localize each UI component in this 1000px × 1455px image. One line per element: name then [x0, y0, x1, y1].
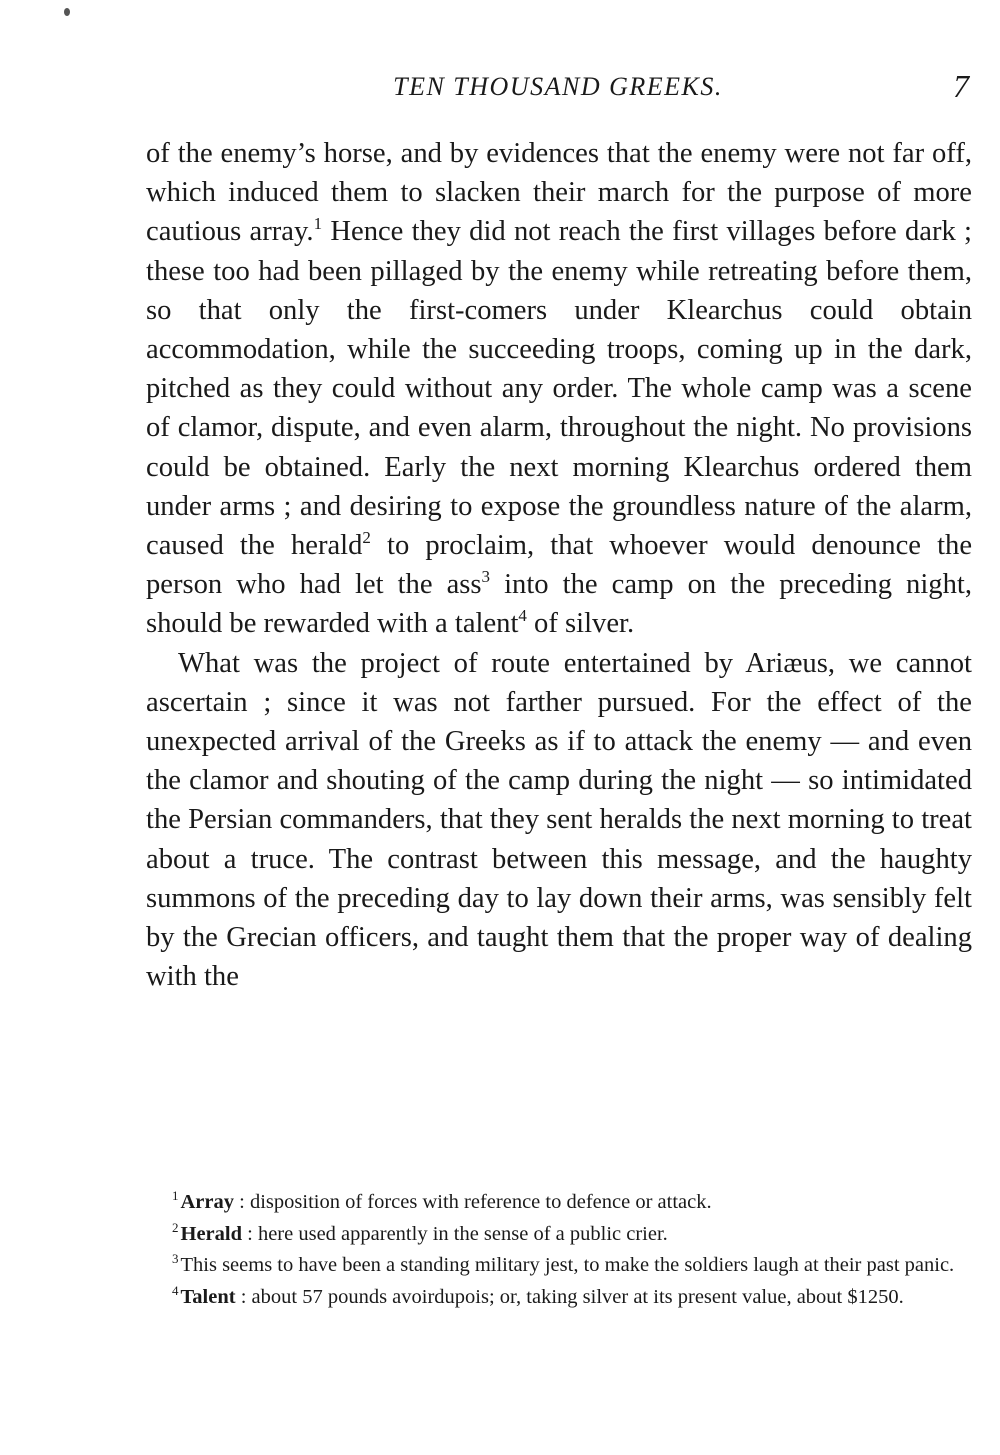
footnote-term: Herald — [180, 1222, 242, 1245]
footnote-text: here used apparently in the sense of a public crier. — [257, 1222, 668, 1245]
footnote-2 — [146, 1220, 970, 1249]
paragraph-1-text-a: of the enemy’s horse, and by evidences that the enemy were not far off, which induced them to slacken their march for the purpose of more cautious array. — [146, 138, 972, 248]
footnote-ref-1: 1 — [313, 214, 323, 234]
footnote-text: disposition of forces with reference to defence or attack. — [249, 1191, 712, 1213]
running-title: TEN THOUSAND GREEKS. — [393, 72, 723, 101]
footnote-number: 4 — [172, 1282, 179, 1298]
footnote-4 — [146, 1283, 970, 1312]
paragraph-1-text-b: Hence they did not reach the first villages before dark ; these too had been pillaged by the enemy while retreating before them, so that only the first-comers under Klearchus could obtain accommodation, while the succeeding troops, coming up in the dark, pitched as they could without any order. The whole camp was a scene of clamor, dispute, and even alarm, throughout the night. No provisions could be obtained. Early the next morning Klearchus ordered them under arms ; and desiring to expose the groundless nature of the alarm, caused the herald — [146, 216, 972, 562]
footnote-number: 1 — [172, 1188, 179, 1203]
footnote-separator: : — [242, 1222, 258, 1245]
footnote-separator: : — [234, 1191, 250, 1213]
footnotes — [146, 1188, 970, 1314]
footnote-text: about 57 pounds avoirdupois; or, taking silver at its present value, about $1250. — [251, 1285, 904, 1308]
paragraph-1-text-d: into the camp on the preceding night, should be rewarded with a talent — [146, 569, 972, 640]
page-number: 7 — [953, 68, 969, 104]
footnote-1 — [146, 1188, 970, 1217]
footnote-text: This seems to have been a standing military jest, to make the soldiers laugh at their past panic. — [180, 1254, 955, 1276]
footnote-term: Array — [180, 1191, 235, 1213]
paragraph-1-text-c: to proclaim, that whoever would denounce the person who had let the ass — [146, 530, 973, 601]
footnote-number: 3 — [172, 1251, 179, 1266]
running-head — [145, 68, 971, 108]
footnote-term: Talent — [180, 1285, 236, 1308]
footnote-ref-3: 3 — [481, 567, 491, 587]
print-speck — [64, 8, 70, 16]
footnote-separator: : — [235, 1285, 252, 1308]
main-text — [146, 134, 972, 996]
paragraph-1 — [146, 134, 972, 644]
footnote-3 — [146, 1251, 970, 1280]
footnote-ref-4: 4 — [518, 606, 527, 626]
footnote-number: 2 — [172, 1219, 179, 1235]
footnote-ref-2: 2 — [362, 528, 371, 548]
paragraph-2: What was the project of route entertained by Ariæus, we cannot ascertain ; since it was not farther pursued. For the effect of the unexpected arrival of the Greeks as if to attack the enemy — and even the clamor and shouting of the camp during the night — so intimidated the Persian commanders, that they sent heralds the next morning to treat about a truce. The contrast between this message, and the haughty summons of the preceding day to lay down their arms, was sensibly felt by the Grecian officers, and taught them that the proper way of dealing with the — [146, 647, 972, 993]
paragraph-1-text-e: of silver. — [526, 608, 635, 640]
